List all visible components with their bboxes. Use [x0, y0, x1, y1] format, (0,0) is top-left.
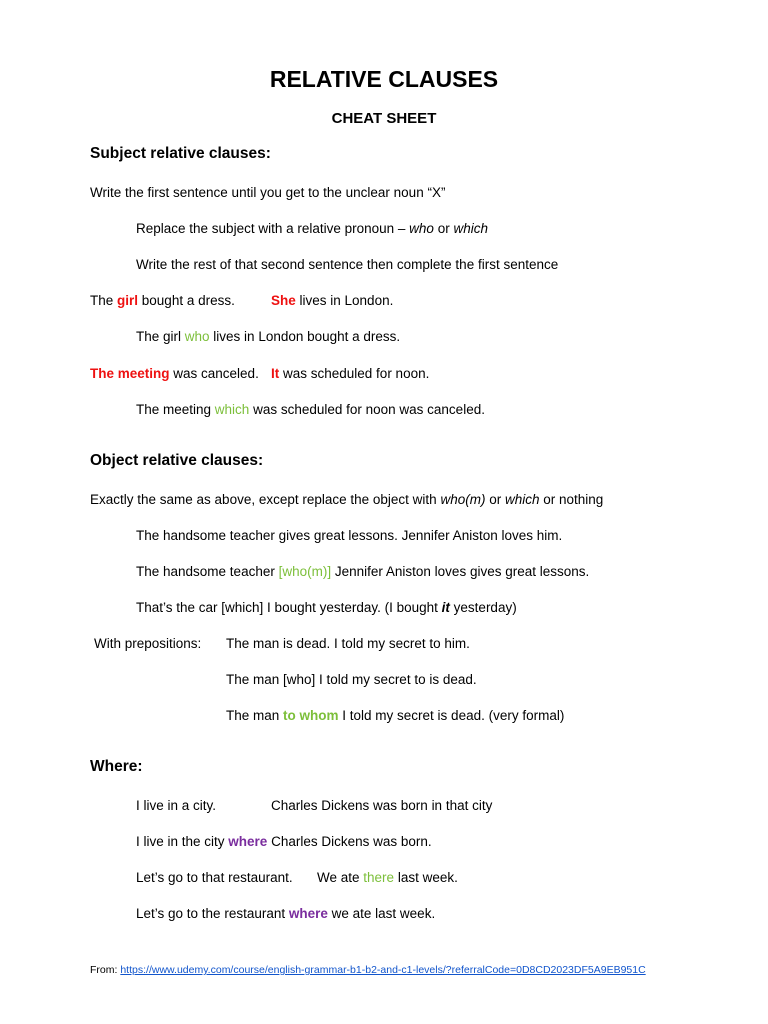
subject-heading: Subject relative clauses:	[90, 145, 271, 162]
object-example1: The handsome teacher gives great lessons. Jennifer Aniston loves him.	[136, 528, 563, 543]
where-example2-combined: Let’s go to the restaurant where we ate last week.	[136, 906, 436, 921]
subject-intro: Write the first sentence until you get to the unclear noun “X”	[90, 185, 446, 200]
subject-example1-second: She lives in London.	[271, 293, 394, 308]
where-example2-second: We ate there last week.	[317, 870, 458, 885]
where-heading: Where:	[90, 758, 143, 775]
page-subtitle: CHEAT SHEET	[331, 110, 437, 127]
subject-example2-second: It was scheduled for noon.	[271, 366, 430, 381]
object-example1-combined: The handsome teacher [who(m)] Jennifer Aniston loves gives great lessons.	[136, 564, 590, 579]
where-example1-second: Charles Dickens was born in that city	[271, 798, 493, 813]
prepositions-example3: The man to whom I told my secret is dead. (very formal)	[226, 708, 565, 723]
object-intro: Exactly the same as above, except replace the object with who(m) or which or nothing	[90, 492, 604, 507]
object-example2: That’s the car [which] I bought yesterday. (I bought it yesterday)	[136, 600, 517, 615]
subject-example2-combined: The meeting which was scheduled for noon was canceled.	[136, 402, 485, 417]
where-example1-first: I live in a city.	[136, 798, 217, 813]
object-heading: Object relative clauses:	[90, 452, 264, 469]
subject-step1: Replace the subject with a relative pronoun – who or which	[136, 221, 488, 236]
subject-example2-first: The meeting was canceled.	[90, 366, 259, 381]
where-example2-first: Let’s go to that restaurant.	[136, 870, 293, 885]
footer-label: From:	[90, 964, 121, 976]
subject-example1-first: The girl bought a dress.	[90, 293, 235, 308]
footer-source	[90, 964, 646, 976]
prepositions-example1: The man is dead. I told my secret to him.	[226, 636, 470, 651]
where-example1-combined: I live in the city where Charles Dickens was born.	[136, 834, 432, 849]
prepositions-example2: The man [who] I told my secret to is dead.	[226, 672, 477, 687]
footer-link[interactable]: https://www.udemy.com/course/english-grammar-b1-b2-and-c1-levels/?referralCode=0D8CD2023DF5A9EB951C	[120, 964, 646, 976]
prepositions-label: With prepositions:	[94, 636, 202, 651]
subject-step2: Write the rest of that second sentence then complete the first sentence	[136, 257, 559, 272]
page-title: RELATIVE CLAUSES	[269, 66, 499, 92]
subject-example1-combined: The girl who lives in London bought a dress.	[136, 329, 401, 344]
